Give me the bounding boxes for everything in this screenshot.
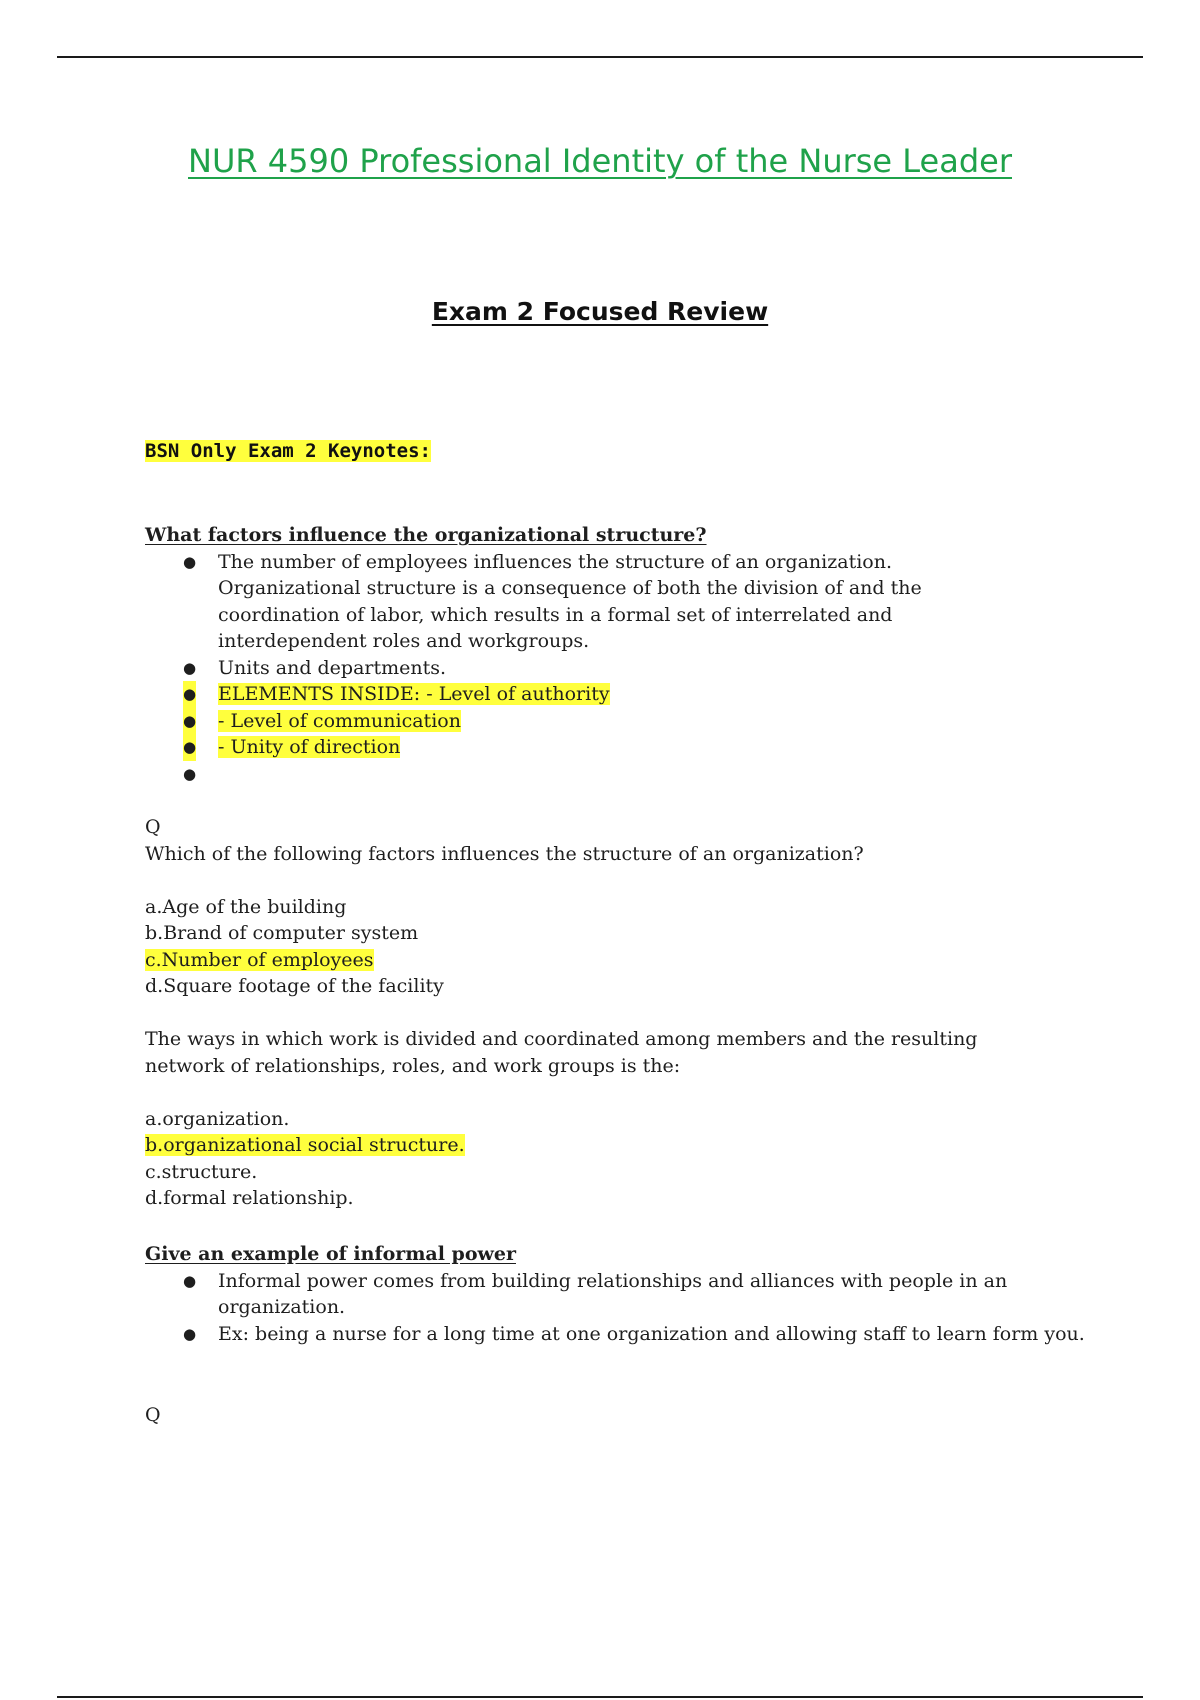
answer-option-text: d.formal relationship.: [145, 1187, 354, 1209]
answer-option: [145, 973, 1105, 1000]
list-item-text: Informal power comes from building relationships and alliances with people in an organization.: [218, 1269, 1008, 1318]
question-text: The ways in which work is divided and coordinated among members and the resulting network of relationships, roles, and work groups is the:: [145, 1028, 978, 1077]
section-heading: Give an example of informal power: [145, 1243, 516, 1265]
document-title-text: NUR 4590 Professional Identity of the Nurse Leader: [188, 142, 1012, 180]
keynotes-label: [145, 440, 431, 462]
answer-option: [145, 1159, 1105, 1186]
top-rule: [57, 56, 1143, 58]
section-organizational-structure: [145, 522, 1105, 787]
bullet-list: [145, 1268, 1105, 1348]
bullet-icon: ●: [183, 1271, 197, 1290]
list-item: [145, 1268, 1105, 1321]
list-item-text: - Unity of direction: [218, 736, 401, 758]
list-item: [145, 549, 1105, 655]
question-marker: Q: [145, 1404, 161, 1426]
list-item: [145, 681, 1105, 708]
document-subtitle-text: Exam 2 Focused Review: [431, 297, 769, 326]
list-item: [145, 761, 1105, 788]
answer-option-text: d.Square footage of the facility: [145, 975, 444, 997]
answer-option: [145, 1185, 1105, 1212]
list-item: [145, 708, 1105, 735]
answer-option-text: a.Age of the building: [145, 895, 347, 918]
answer-option: [145, 894, 1105, 921]
answer-option-text: c.Number of employees: [145, 948, 374, 971]
answer-option-text: a.organization.: [145, 1107, 290, 1130]
bullet-icon: ●: [183, 681, 196, 708]
list-item-text: Ex: being a nurse for a long time at one organization and allowing staff to learn form you.: [218, 1322, 1085, 1345]
bullet-icon: ●: [183, 708, 196, 735]
list-item: [145, 1321, 1105, 1348]
section-heading: What factors influence the organizational structure?: [145, 524, 707, 546]
spacer: [145, 867, 1105, 894]
bottom-rule: [57, 1696, 1143, 1698]
bullet-list: [145, 549, 1105, 788]
bullet-icon: ●: [183, 1324, 197, 1343]
answer-option-correct: [145, 1132, 1105, 1159]
answer-option-text: b.organizational social structure.: [145, 1134, 465, 1156]
answer-option-text: b.Brand of computer system: [145, 922, 419, 944]
question-3: [145, 1402, 1105, 1429]
section-informal-power: [145, 1241, 1105, 1347]
list-item: [145, 734, 1105, 761]
list-item-text: ELEMENTS INSIDE: - Level of authority: [218, 683, 610, 705]
question-marker: Q: [145, 816, 161, 838]
answer-option-text: c.structure.: [145, 1160, 258, 1183]
document-subtitle: [0, 297, 1200, 326]
answer-option-correct: [145, 947, 1105, 974]
answer-option: [145, 1106, 1105, 1133]
list-item-text: The number of employees influences the structure of an organization. Organizational structure is a consequence of both the division of and the coordination of labor, which results in a formal set of interrelated and interdependent roles and workgroups.: [218, 550, 922, 652]
list-item: [145, 655, 1105, 682]
bullet-icon: ●: [183, 734, 196, 761]
list-item-text: - Level of communication: [218, 709, 461, 732]
question-1: [145, 814, 1105, 1000]
spacer: [145, 1079, 1105, 1106]
question-text: Which of the following factors influences the structure of an organization?: [145, 842, 864, 865]
list-item-text: Units and departments.: [218, 656, 447, 679]
bullet-icon: ●: [183, 658, 197, 677]
bullet-icon: ●: [183, 552, 197, 571]
bullet-icon: ●: [183, 764, 197, 783]
document-title: [0, 142, 1200, 180]
answer-option: [145, 920, 1105, 947]
question-2: [145, 1026, 1105, 1212]
keynotes-label-text: BSN Only Exam 2 Keynotes:: [145, 440, 431, 462]
list-item-text: [218, 763, 224, 785]
